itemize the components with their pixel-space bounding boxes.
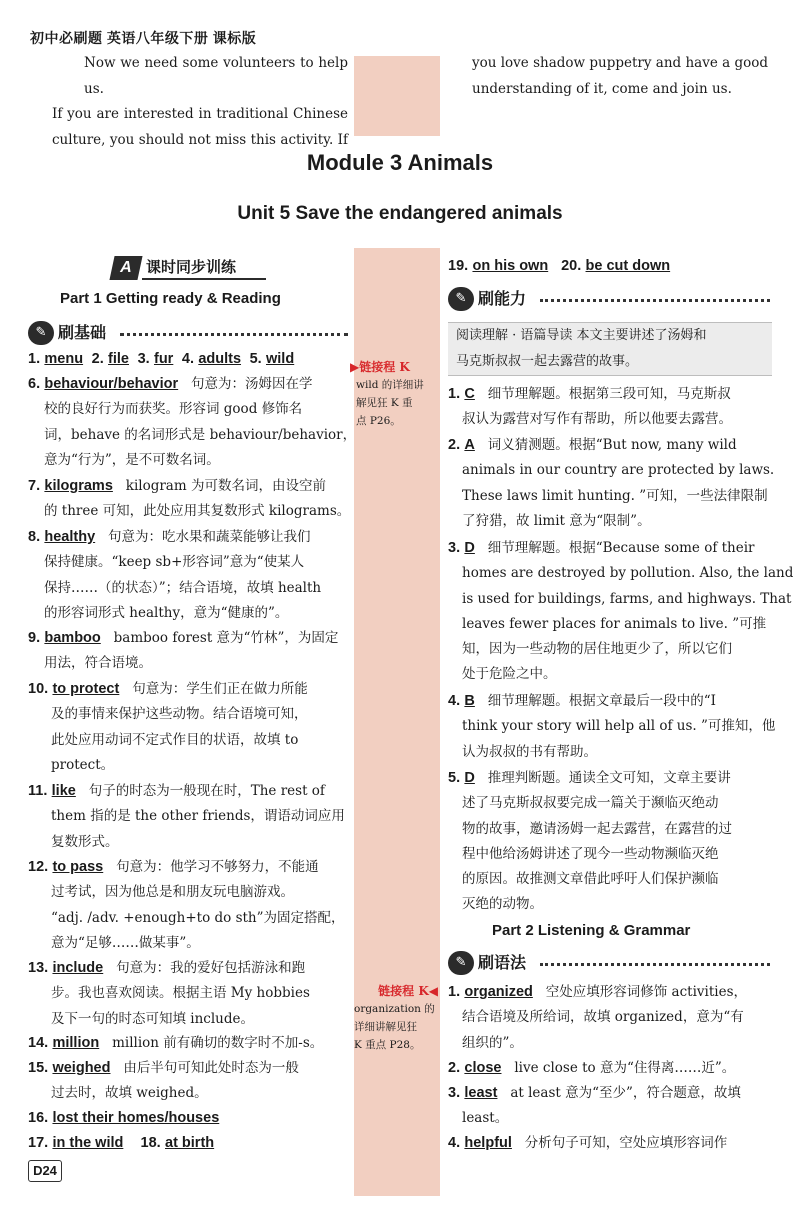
basic-item-7: 7. kilograms kilogram 为可数名词，由设空前 的 three 可知，此处应用其复数形式 kilograms。 <box>28 478 351 520</box>
ability-q5: 5. D 推理判断题。通读全文可知，文章主要讲 述了马克斯叔叔要完成一篇关于濒临灭绝动 物的故事，邀请汤姆一起去露营，在露营的过 程中他给汤姆讲述了现今一些动物濒临灭绝 的原因。故推测文章借此呼吁人们保护濒临 灭绝的动物。 <box>448 770 732 913</box>
page-number: D24 <box>28 1160 62 1182</box>
module-title: Module 3 Animals <box>306 150 494 175</box>
pen-icon: ✎ <box>28 321 54 345</box>
reading-guide-box: 阅读理解 · 语篇导读 本文主要讲述了汤姆和 马克斯叔叔一起去露营的故事。 <box>448 322 772 376</box>
badge-basic: ✎ 刷基础 <box>28 320 350 346</box>
ability-q2: 2. A 词义猜测题。根据“But now, many wild animals in our country are protected by laws. These laws limit hunting. ”可知，一些法律限制 了狩猎，故 limit 意为“限制”。 <box>448 437 775 529</box>
basic-item-12: 12. to pass 句意为：他学习不够努力，不能通 过考试，因为他总是和朋友玩电脑游戏。 “adj. /adv. +enough+to do sth”为固定搭配， 意为“足够……做某事”。 <box>28 859 345 951</box>
basic-item-15: 15. weighed 由后半句可知此处时态为一般 过去时，故填 weighed。 <box>28 1060 299 1102</box>
section-label: 课时同步训练 <box>142 256 266 280</box>
grammar-g2: 2. close live close to 意为“住得离……近”。 <box>448 1060 736 1076</box>
grammar-g3: 3. least at least 意为“至少”，符合题意，故填 least。 <box>448 1085 741 1127</box>
gutter-note-organization: 链接程 K◀ organization 的 详细讲解见狂 K 重点 P28。 <box>354 984 438 1051</box>
pen-icon: ✎ <box>448 287 474 311</box>
grammar-g1: 1. organized 空处应填形容词修饰 activities， 结合语境及所给词，故填 organized，意为“有 组织的”。 <box>448 984 747 1051</box>
grammar-g4: 4. helpful 分析句子可知，空处应填形容词作 <box>448 1135 728 1151</box>
pen-icon: ✎ <box>448 951 474 975</box>
basic-item-9: 9. bamboo bamboo forest 意为“竹林”，为固定 用法，符合语境。 <box>28 630 339 672</box>
top-passage-left: Now we need some volunteers to help us. If you are interested in traditional Chinese culture, you should not miss this activity. If <box>52 55 348 148</box>
basic-item-6: 6. behaviour/behavior 句意为：汤姆因在学 校的良好行为而获奖。形容词 good 修饰名 词，behave 的名词形式是 behaviour/behavior， 意为“行为”，是不可数名词。 <box>28 376 357 468</box>
gutter-top <box>354 56 440 136</box>
basic-items-19-20: 19. on his own 20. be cut down <box>448 258 671 274</box>
badge-grammar: ✎ 刷语法 <box>448 950 772 976</box>
page-header: 初中必刷题 英语八年级下册 课标版 <box>30 30 257 46</box>
unit-title: Unit 5 Save the endangered animals <box>237 203 563 224</box>
badge-ability: ✎ 刷能力 <box>448 286 772 312</box>
part1-title: Part 1 Getting ready & Reading <box>60 290 281 307</box>
gutter-note-wild: ▶链接程 K wild 的详细讲 解见狂 K 重 点 P26。 <box>350 360 424 427</box>
basic-item-16: 16. lost their homes/houses <box>28 1110 220 1126</box>
ability-q4: 4. B 细节理解题。根据文章最后一段中的“I think your story will help all of us. ”可推知，他 认为叔叔的书有帮助。 <box>448 693 776 760</box>
basic-item-14: 14. million million 前有确切的数字时不加-s。 <box>28 1035 324 1051</box>
top-passage-right: you love shadow puppetry and have a good understanding of it, come and join us. <box>472 55 768 97</box>
section-letter: A <box>109 256 142 280</box>
basic-item-10: 10. to protect 句意为：学生们正在做力所能 及的事情来保护这些动物。结合语境可知， 此处应用动词不定式作目的状语，故填 to protect。 <box>28 681 308 773</box>
ability-q1: 1. C 细节理解题。根据第三段可知，马克斯叔 叔认为露营对写作有帮助，所以他要去露营。 <box>448 386 732 428</box>
part2-title: Part 2 Listening & Grammar <box>492 922 691 939</box>
basic-item-8: 8. healthy 句意为：吃水果和蔬菜能够让我们 保持健康。“keep sb+形容词”意为“使某人 保持……（的状态）”；结合语境，故填 health 的形容词形式 healthy，意为“健康的”。 <box>28 529 322 621</box>
basic-items-1-5: 1. menu 2. file 3. fur 4. adults 5. wild <box>28 351 295 367</box>
ability-q3: 3. D 细节理解题。根据“Because some of their homes are destroyed by pollution. Also, the land is used for buildings, farms, and highways. That leaves fewer places for animals to live. ”可推 知，因为一些动物的居住地更少了，所以它们 处于危险之中。 <box>448 540 794 683</box>
section-banner <box>112 256 264 280</box>
basic-items-17-18: 17. in the wild 18. at birth <box>28 1135 215 1151</box>
basic-item-13: 13. include 句意为：我的爱好包括游泳和跑 步。我也喜欢阅读。根据主语 My hobbies 及下一句的时态可知填 include。 <box>28 960 310 1027</box>
basic-item-11: 11. like 句子的时态为一般现在时，The rest of them 指的是 the other friends，谓语动词应用 复数形式。 <box>28 783 345 850</box>
